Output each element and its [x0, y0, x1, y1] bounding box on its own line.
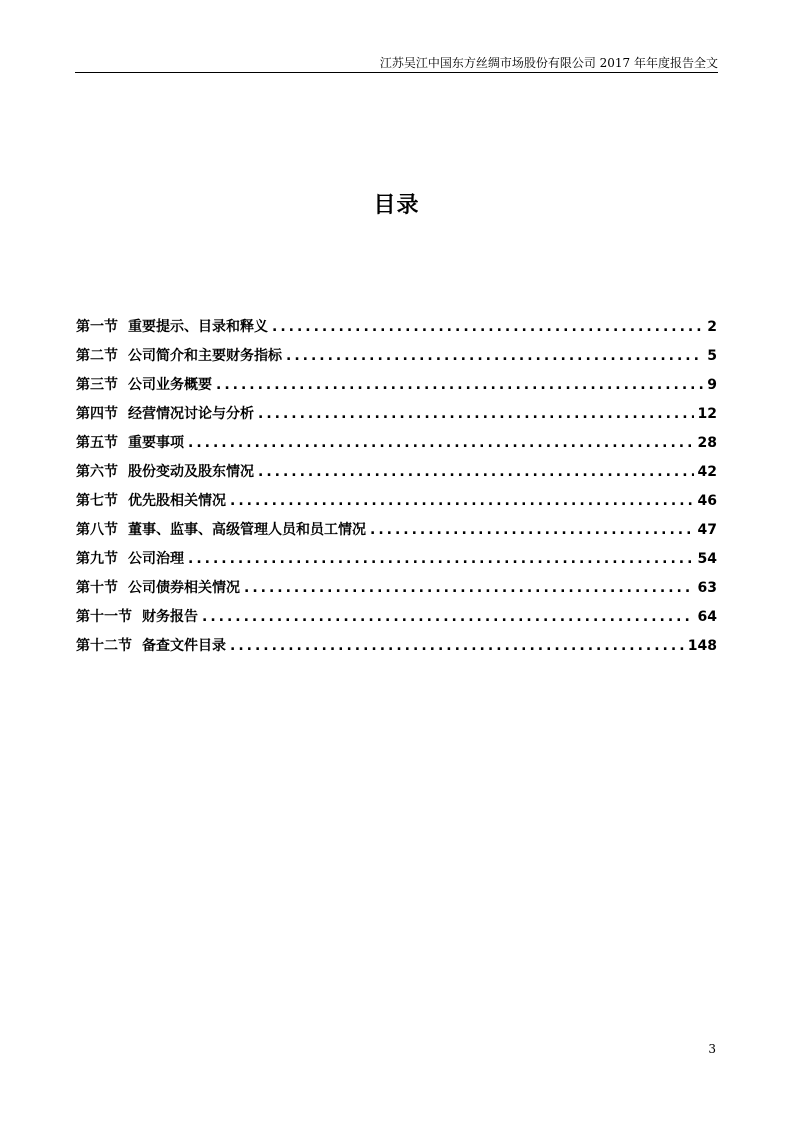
toc-page: 5: [707, 348, 717, 364]
toc-section: 第十节: [76, 580, 118, 596]
toc-title: 目录: [373, 192, 420, 218]
toc-section: 第二节: [76, 348, 118, 364]
toc-entry[interactable]: [76, 606, 717, 635]
toc-page: 47: [697, 522, 717, 538]
table-of-contents: [76, 316, 717, 664]
toc-label: 备查文件目录: [142, 638, 226, 654]
toc-entry[interactable]: [76, 345, 717, 374]
toc-page: 42: [697, 464, 717, 480]
toc-entry[interactable]: [76, 548, 717, 577]
toc-section: 第十一节: [76, 609, 132, 625]
toc-label: 重要提示、目录和释义: [128, 319, 268, 335]
toc-entry[interactable]: [76, 519, 717, 548]
toc-section: 第四节: [76, 406, 118, 422]
toc-leader-dots: [188, 551, 694, 567]
toc-page: 148: [687, 638, 717, 654]
toc-entry[interactable]: [76, 403, 717, 432]
toc-page: 54: [697, 551, 717, 567]
header-title: 江苏吴江中国东方丝绸市场股份有限公司 2017 年年度报告全文: [379, 56, 718, 70]
toc-section: 第八节: [76, 522, 118, 538]
toc-leader-dots: [272, 319, 703, 335]
toc-label: 董事、监事、高级管理人员和员工情况: [128, 522, 366, 538]
toc-section: 第五节: [76, 435, 118, 451]
toc-entry[interactable]: [76, 635, 717, 664]
toc-leader-dots: [286, 348, 703, 364]
toc-page: 2: [707, 319, 717, 335]
toc-section: 第六节: [76, 464, 118, 480]
toc-leader-dots: [202, 609, 694, 625]
toc-section: 第三节: [76, 377, 118, 393]
toc-label: 公司简介和主要财务指标: [128, 348, 282, 364]
toc-entry[interactable]: [76, 374, 717, 403]
toc-section: 第九节: [76, 551, 118, 567]
toc-leader-dots: [244, 580, 694, 596]
toc-label: 财务报告: [142, 609, 198, 625]
toc-leader-dots: [258, 464, 694, 480]
toc-label: 公司治理: [128, 551, 184, 567]
page-number: 3: [708, 1042, 716, 1056]
toc-leader-dots: [216, 377, 703, 393]
toc-entry[interactable]: [76, 461, 717, 490]
toc-entry[interactable]: [76, 316, 717, 345]
toc-entry[interactable]: [76, 432, 717, 461]
toc-section: 第十二节: [76, 638, 132, 654]
toc-page: 12: [697, 406, 717, 422]
toc-page: 28: [697, 435, 717, 451]
toc-page: 9: [707, 377, 717, 393]
toc-leader-dots: [370, 522, 694, 538]
toc-leader-dots: [230, 493, 694, 509]
toc-entry[interactable]: [76, 490, 717, 519]
toc-page: 46: [697, 493, 717, 509]
toc-leader-dots: [230, 638, 684, 654]
toc-label: 股份变动及股东情况: [128, 464, 254, 480]
toc-entry[interactable]: [76, 577, 717, 606]
toc-page: 63: [697, 580, 717, 596]
toc-section: 第一节: [76, 319, 118, 335]
toc-page: 64: [697, 609, 717, 625]
page-header: [75, 54, 718, 73]
toc-label: 公司债券相关情况: [128, 580, 240, 596]
toc-label: 重要事项: [128, 435, 184, 451]
toc-label: 公司业务概要: [128, 377, 212, 393]
toc-section: 第七节: [76, 493, 118, 509]
toc-label: 优先股相关情况: [128, 493, 226, 509]
toc-leader-dots: [188, 435, 694, 451]
toc-label: 经营情况讨论与分析: [128, 406, 254, 422]
toc-leader-dots: [258, 406, 694, 422]
